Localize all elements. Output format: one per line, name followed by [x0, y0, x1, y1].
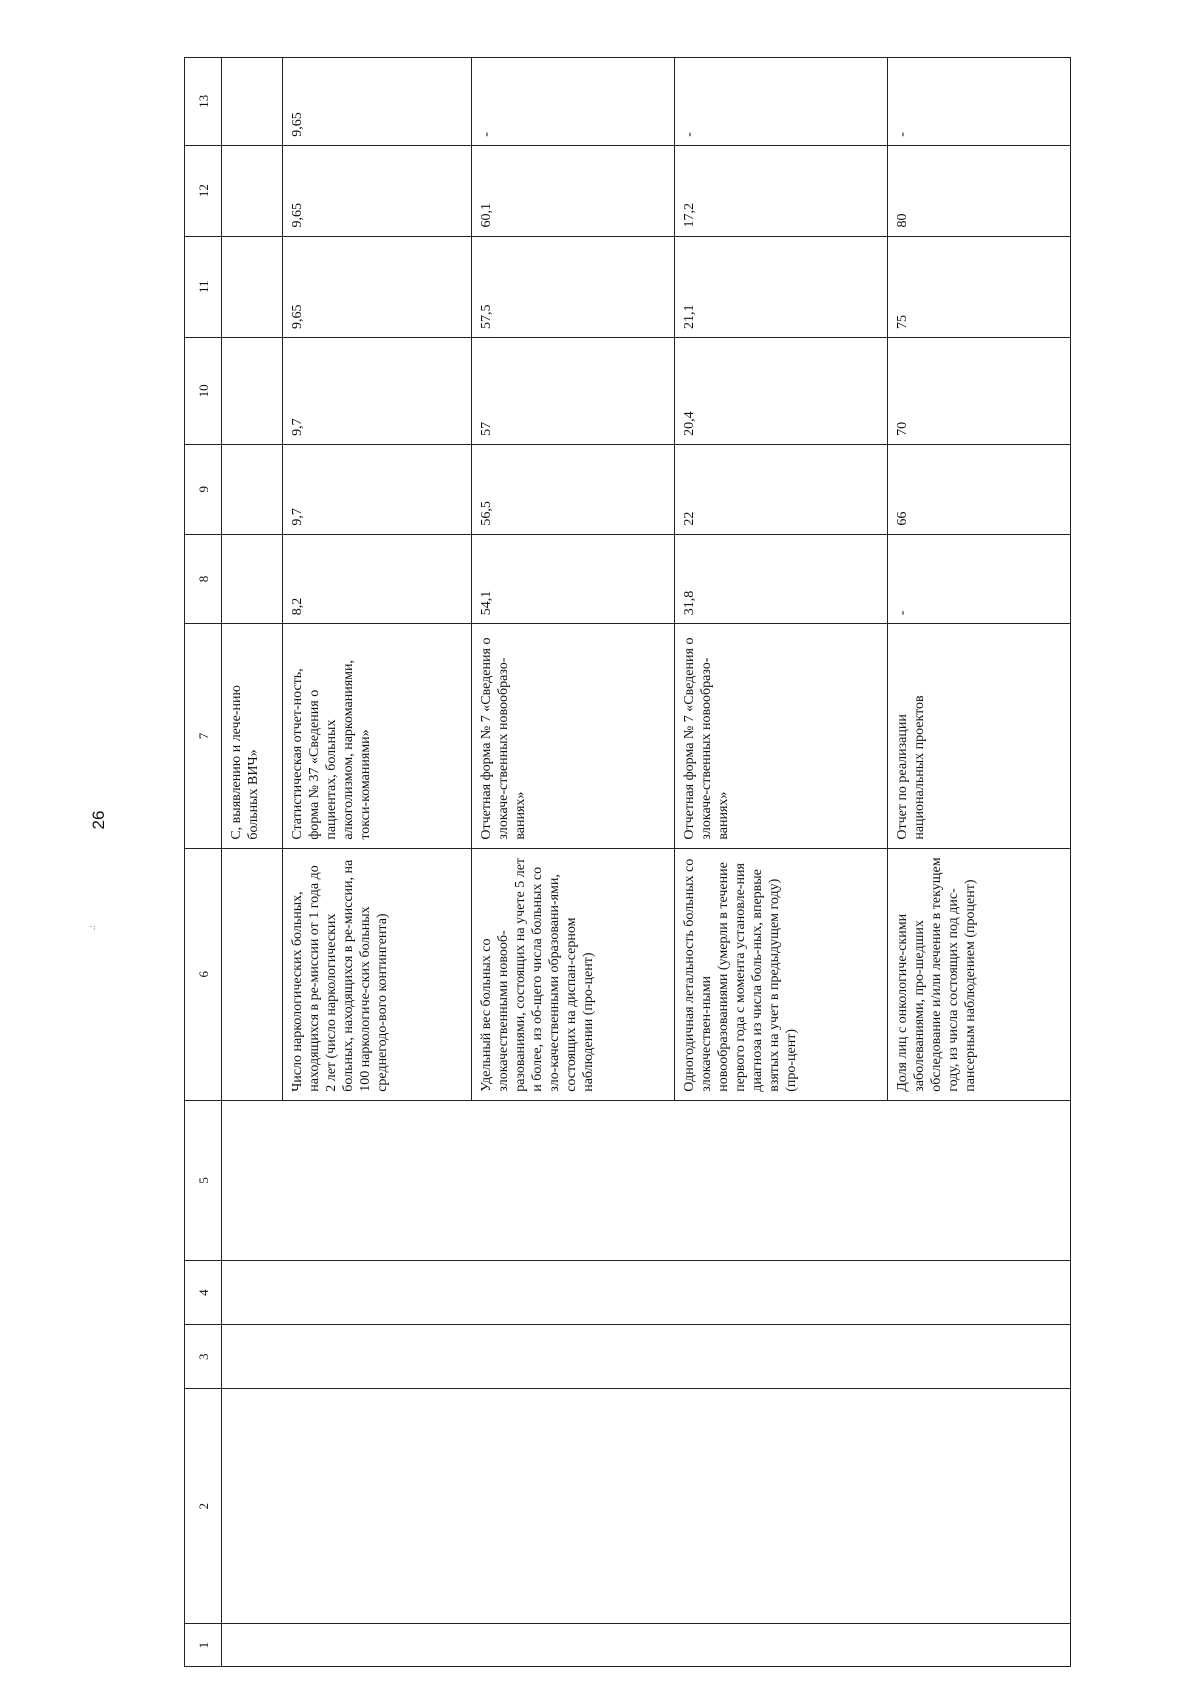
continuation-value-cell [222, 236, 283, 337]
value-cell: 57,5 [472, 236, 675, 337]
col-header-9: 9 [185, 444, 222, 534]
continuation-value-cell [222, 145, 283, 236]
value-cell: 9,7 [283, 338, 472, 445]
indicator-cell: Доля лиц с онкологиче-скими заболеваниями, про-шедших обследование и/или лечение в текущем году, из числа состоящих под дис-пансерным наблюдением (процент) [888, 848, 1071, 1100]
value-cell: 9,65 [283, 58, 472, 146]
source-cell: Отчетная форма № 7 «Сведения о злокаче-ственных новообразо-ваниях» [675, 624, 888, 848]
value-cell: 56,5 [472, 444, 675, 534]
value-cell: 70 [888, 338, 1071, 445]
source-cell: Отчетная форма № 7 «Сведения о злокаче-ственных новообразо-ваниях» [472, 624, 675, 848]
value-cell: 9,7 [283, 444, 472, 534]
col-header-3: 3 [185, 1325, 222, 1389]
continuation-value-cell [222, 444, 283, 534]
col-header-6: 6 [185, 848, 222, 1100]
page-number: 26 [89, 810, 108, 830]
value-cell: - [888, 534, 1071, 624]
value-cell: 66 [888, 444, 1071, 534]
value-cell: 75 [888, 236, 1071, 337]
header-row [185, 58, 222, 1667]
indicator-cell: Число наркологических больных, находящихся в ре-миссии от 1 года до 2 лет (число наркологических больных, находящихся в ре-миссии, на 100 наркологиче-ских больных среднегодо-вого контингента) [283, 848, 472, 1100]
continuation-source-cell: С, выявлению и лече-нию больных ВИЧ» [222, 624, 283, 848]
value-cell: 21,1 [675, 236, 888, 337]
cell-col4-merged [222, 1261, 1071, 1325]
value-cell: - [675, 58, 888, 146]
col-header-12: 12 [185, 145, 222, 236]
continuation-value-cell [222, 338, 283, 445]
col-header-2: 2 [185, 1389, 222, 1624]
continuation-value-cell [222, 534, 283, 624]
indicator-cell: Удельный вес больных со злокачественными новооб-разованиями, состоящих на учете 5 лет и более, из об-щего числа больных со зло-качественными образовани-ями, состоящих на диспан-серном наблюдении (про-цент) [472, 848, 675, 1100]
indicator-cell: Одногодичная летальность больных со злокачествен-ными новообразованиями (умерли в течение первого года с момента установле-ния диагноза из числа боль-ных, впервые взятых на учет в предыдущем году) (про-цент) [675, 848, 888, 1100]
col-header-5: 5 [185, 1100, 222, 1260]
source-cell: Отчет по реализации национальных проектов [888, 624, 1071, 848]
value-cell: 17,2 [675, 145, 888, 236]
cell-col2-merged [222, 1389, 1071, 1624]
col-header-7: 7 [185, 624, 222, 848]
source-cell: Статистическая отчет-ность, форма № 37 «Сведения о пациентах, больных алкоголизмом, наркоманиями, токси-команиями» [283, 624, 472, 848]
continuation-row [222, 58, 283, 1667]
col-header-8: 8 [185, 534, 222, 624]
rotated-table-canvas [184, 57, 1068, 1667]
value-cell: 8,2 [283, 534, 472, 624]
value-cell: 57 [472, 338, 675, 445]
cell-col3-merged [222, 1325, 1071, 1389]
continuation-value-cell [222, 58, 283, 146]
cell-col5-merged [222, 1100, 1071, 1260]
col-header-11: 11 [185, 236, 222, 337]
col-header-10: 10 [185, 338, 222, 445]
value-cell: 9,65 [283, 145, 472, 236]
continuation-indicator-cell [222, 848, 283, 1100]
col-header-1: 1 [185, 1624, 222, 1667]
rotated-table-frame [184, 57, 1068, 1667]
value-cell: 31,8 [675, 534, 888, 624]
value-cell: - [472, 58, 675, 146]
value-cell: 80 [888, 145, 1071, 236]
value-cell: 9,65 [283, 236, 472, 337]
scan-speck: .: [87, 924, 99, 931]
value-cell: 20,4 [675, 338, 888, 445]
col-header-4: 4 [185, 1261, 222, 1325]
cell-col1-merged [222, 1624, 1071, 1667]
indicators-table [184, 57, 1071, 1667]
value-cell: - [888, 58, 1071, 146]
value-cell: 60,1 [472, 145, 675, 236]
col-header-13: 13 [185, 58, 222, 146]
value-cell: 22 [675, 444, 888, 534]
value-cell: 54,1 [472, 534, 675, 624]
